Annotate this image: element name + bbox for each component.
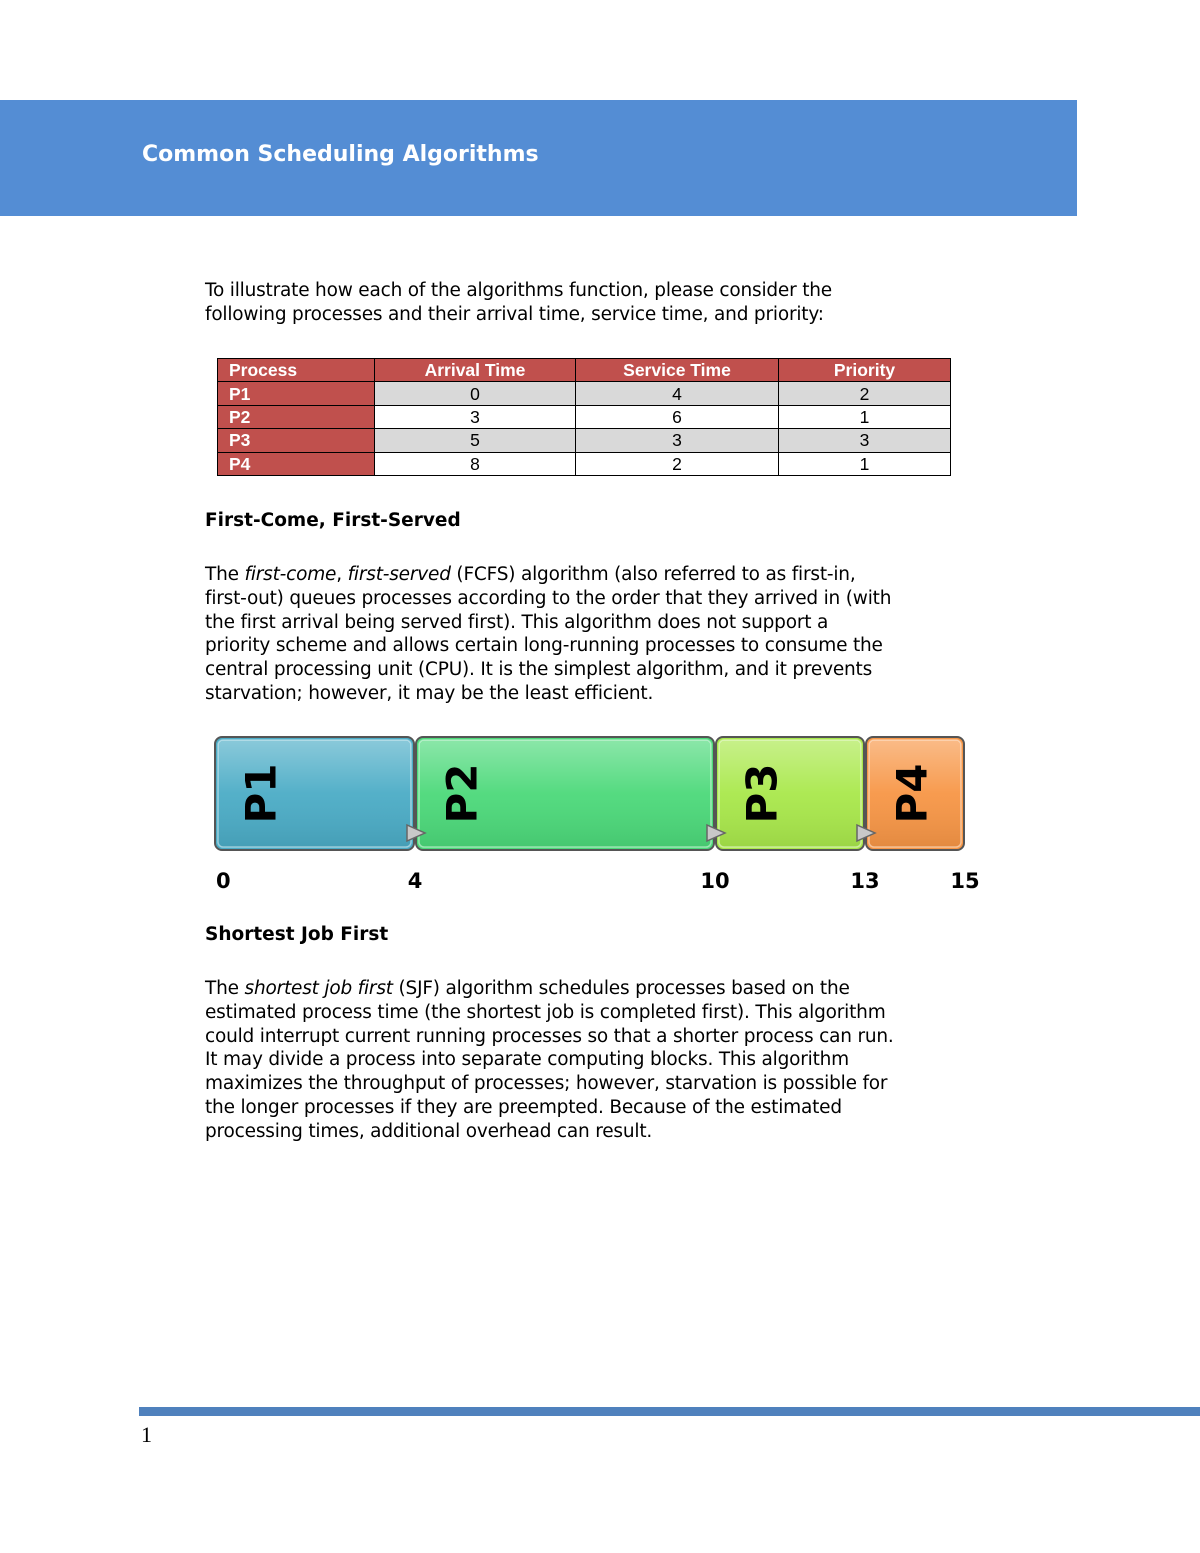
service-time-cell: 3 bbox=[576, 429, 779, 452]
arrival-time-cell: 3 bbox=[375, 405, 576, 428]
column-header-service-time: Service Time bbox=[576, 359, 779, 382]
fcfs-line: priority scheme and allows certain long-running processes to consume the bbox=[205, 635, 883, 657]
priority-cell: 1 bbox=[779, 405, 951, 428]
gantt-bar-label: P4 bbox=[887, 763, 937, 824]
sjf-line: estimated process time (the shortest job is completed first). This algorithm bbox=[205, 1001, 886, 1023]
process-table bbox=[217, 358, 951, 476]
table-header-row bbox=[218, 359, 951, 382]
sjf-line: It may divide a process into separate computing blocks. This algorithm bbox=[205, 1049, 849, 1071]
priority-cell: 2 bbox=[779, 382, 951, 405]
sjf-line bbox=[205, 977, 975, 1001]
process-name-cell: P2 bbox=[218, 405, 375, 428]
gantt-bar-label: P1 bbox=[236, 763, 286, 824]
gantt-bar-p4 bbox=[857, 737, 964, 850]
text-run: (FCFS) algorithm (also referred to as first-in, bbox=[450, 564, 856, 585]
gantt-bar-p3 bbox=[707, 737, 864, 850]
fcfs-heading: First-Come, First-Served bbox=[205, 510, 461, 531]
arrival-time-cell: 5 bbox=[375, 429, 576, 452]
gantt-bar-p1 bbox=[215, 737, 414, 850]
fcfs-line: central processing unit (CPU). It is the simplest algorithm, and it prevents bbox=[205, 659, 873, 681]
text-run: The bbox=[205, 564, 245, 585]
sjf-line: could interrupt current running processes so that a shorter process can run. bbox=[205, 1025, 894, 1047]
intro-paragraph bbox=[205, 279, 975, 327]
gantt-bar-label: P2 bbox=[437, 763, 487, 824]
process-name-cell: P1 bbox=[218, 382, 375, 405]
table-row bbox=[218, 405, 951, 428]
table-row bbox=[218, 429, 951, 452]
sjf-line: processing times, additional overhead can result. bbox=[205, 1120, 653, 1142]
gantt-tick-label: 0 bbox=[216, 869, 231, 893]
emphasis-text: first-served bbox=[347, 564, 451, 585]
gantt-tick-label: 13 bbox=[850, 869, 880, 893]
process-name-cell: P3 bbox=[218, 429, 375, 452]
gantt-tick-label: 10 bbox=[700, 869, 730, 893]
emphasis-text: first-come bbox=[244, 564, 337, 585]
gantt-tick-label: 4 bbox=[407, 869, 423, 893]
column-header-arrival-time: Arrival Time bbox=[375, 359, 576, 382]
gantt-bar-p2 bbox=[407, 737, 714, 850]
service-time-cell: 4 bbox=[576, 382, 779, 405]
fcfs-line bbox=[205, 563, 975, 587]
footer-rule bbox=[139, 1407, 1200, 1416]
intro-line: following processes and their arrival time, service time, and priority: bbox=[205, 303, 824, 325]
intro-line: To illustrate how each of the algorithms function, please consider the bbox=[205, 280, 832, 301]
text-run: The bbox=[205, 978, 245, 999]
sjf-heading: Shortest Job First bbox=[205, 924, 389, 945]
fcfs-line: first-out) queues processes according to the order that they arrived in (with bbox=[205, 587, 892, 609]
fcfs-line: starvation; however, it may be the least efficient. bbox=[205, 682, 654, 704]
service-time-cell: 6 bbox=[576, 405, 779, 428]
priority-cell: 1 bbox=[779, 452, 951, 475]
sjf-line: maximizes the throughput of processes; however, starvation is possible for bbox=[205, 1073, 888, 1095]
priority-cell: 3 bbox=[779, 429, 951, 452]
column-header-process: Process bbox=[218, 359, 375, 382]
emphasis-text: shortest job first bbox=[244, 978, 393, 999]
sjf-line: the longer processes if they are preempted. Because of the estimated bbox=[205, 1096, 842, 1118]
table-row bbox=[218, 382, 951, 405]
fcfs-gantt-chart bbox=[205, 728, 985, 898]
text-run: (SJF) algorithm schedules processes based on the bbox=[392, 978, 850, 999]
page-number: 1 bbox=[141, 1422, 152, 1447]
sjf-paragraph bbox=[205, 977, 975, 1144]
service-time-cell: 2 bbox=[576, 452, 779, 475]
text-run: , bbox=[336, 564, 348, 585]
column-header-priority: Priority bbox=[779, 359, 951, 382]
page-title: Common Scheduling Algorithms bbox=[142, 142, 539, 167]
fcfs-paragraph bbox=[205, 563, 975, 706]
arrival-time-cell: 0 bbox=[375, 382, 576, 405]
table-row bbox=[218, 452, 951, 475]
fcfs-line: the first arrival being served first). This algorithm does not support a bbox=[205, 611, 829, 633]
process-name-cell: P4 bbox=[218, 452, 375, 475]
gantt-bar-label: P3 bbox=[737, 763, 787, 824]
gantt-tick-label: 15 bbox=[950, 869, 980, 893]
arrival-time-cell: 8 bbox=[375, 452, 576, 475]
